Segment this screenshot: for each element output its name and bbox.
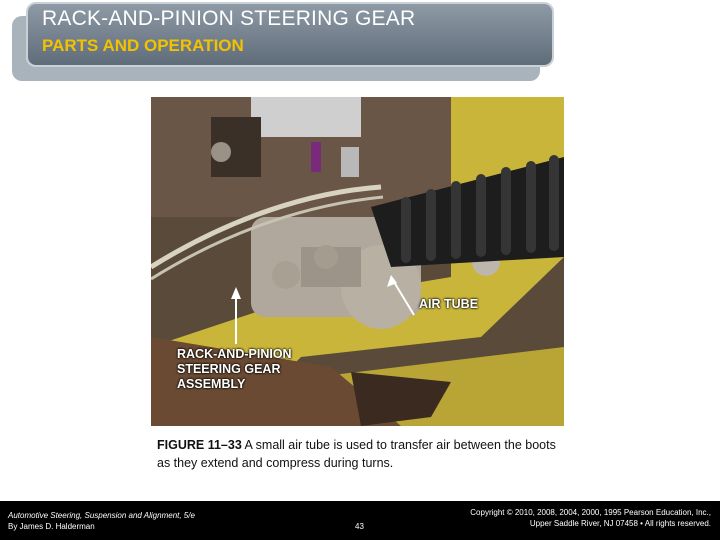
copyright: [470, 507, 711, 529]
slide-subtitle: PARTS AND OPERATION: [42, 36, 244, 55]
rack-and-pinion-label: RACK-AND-PINION STEERING GEAR ASSEMBLY: [177, 347, 292, 391]
air-tube-label: AIR TUBE: [419, 297, 479, 311]
footer: [0, 501, 720, 540]
footer-credit: [8, 510, 195, 532]
caption-text: A small air tube is used to transfer air between the boots as they extend and compress during turns.: [157, 438, 556, 470]
figure-number: FIGURE 11–33: [157, 438, 242, 452]
page-number: 43: [355, 522, 364, 531]
copyright-line-1: Copyright © 2010, 2008, 2004, 2000, 1995 Pearson Education, Inc.,: [470, 508, 711, 517]
steering-gear-photo: [151, 97, 564, 426]
book-title: Automotive Steering, Suspension and Alignment, 5/e: [8, 511, 195, 520]
author: By James D. Halderman: [8, 522, 95, 531]
slide-title: RACK-AND-PINION STEERING GEAR: [42, 7, 416, 30]
copyright-line-2: Upper Saddle River, NJ 07458 • All rights reserved.: [529, 519, 711, 528]
figure-caption: [157, 436, 557, 472]
